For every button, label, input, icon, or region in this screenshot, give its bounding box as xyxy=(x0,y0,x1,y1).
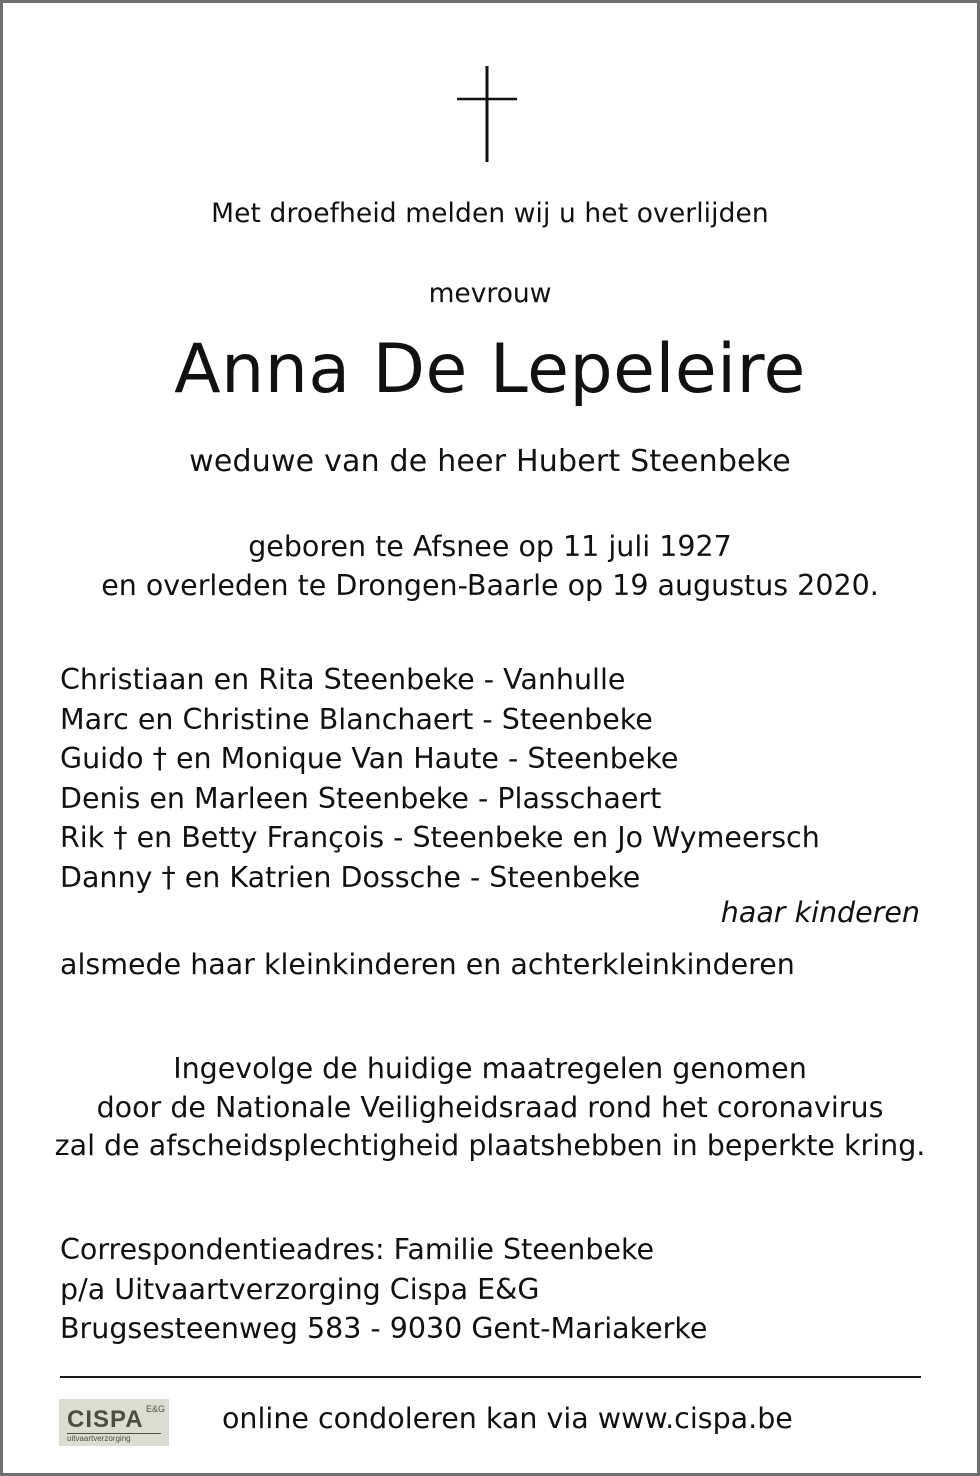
child-entry: Marc en Christine Blanchaert - Steenbeke xyxy=(60,702,653,736)
divider xyxy=(60,1376,921,1378)
child-entry: Danny † en Katrien Dossche - Steenbeke xyxy=(60,860,641,894)
child-entry: Rik † en Betty François - Steenbeke en Jo Wymeersch xyxy=(60,821,820,855)
child-entry: Guido † en Monique Van Haute - Steenbeke xyxy=(60,742,679,776)
death-line: en overleden te Drongen-Baarle op 19 augustus 2020. xyxy=(101,569,879,602)
correspondence-address xyxy=(60,1230,707,1349)
deceased-name: Anna De Lepeleire xyxy=(174,330,806,409)
corona-notice xyxy=(0,1050,980,1166)
logo-subtitle: uitvaartverzorging xyxy=(67,1434,131,1443)
logo-suffix: E&G xyxy=(146,1404,166,1414)
child-entry: Christiaan en Rita Steenbeke - Vanhulle xyxy=(60,663,626,696)
birth-line: geboren te Afsnee op 11 juli 1927 xyxy=(248,530,732,563)
child-entry: Denis en Marleen Steenbeke - Plasschaert xyxy=(60,781,662,815)
notice-line: Ingevolge de huidige maatregelen genomen xyxy=(173,1052,807,1085)
notice-line: door de Nationale Veiligheidsraad rond het coronavirus xyxy=(96,1090,884,1124)
cispa-logo xyxy=(59,1399,169,1446)
intro-text: Met droefheid melden wij u het overlijden xyxy=(211,198,769,229)
grandchildren-text: alsmede haar kleinkinderen en achterkleinkinderen xyxy=(60,948,795,981)
cross-icon xyxy=(456,66,518,162)
children-role-label: haar kinderen xyxy=(720,896,920,929)
birth-death-info xyxy=(0,527,980,605)
address-line: p/a Uitvaartverzorging Cispa E&G xyxy=(60,1272,540,1306)
honorific: mevrouw xyxy=(428,278,552,309)
logo-wordmark: CISPA xyxy=(67,1406,144,1433)
children-list xyxy=(60,660,820,898)
notice-line: zal de afscheidsplechtigheid plaatshebben in beperkte kring. xyxy=(54,1129,926,1162)
online-condolence-text: online condoleren kan via www.cispa.be xyxy=(222,1402,793,1435)
widow-of: weduwe van de heer Hubert Steenbeke xyxy=(189,444,791,479)
address-line: Correspondentieadres: Familie Steenbeke xyxy=(60,1233,655,1266)
address-line: Brugsesteenweg 583 - 9030 Gent-Mariakerke xyxy=(60,1312,708,1345)
